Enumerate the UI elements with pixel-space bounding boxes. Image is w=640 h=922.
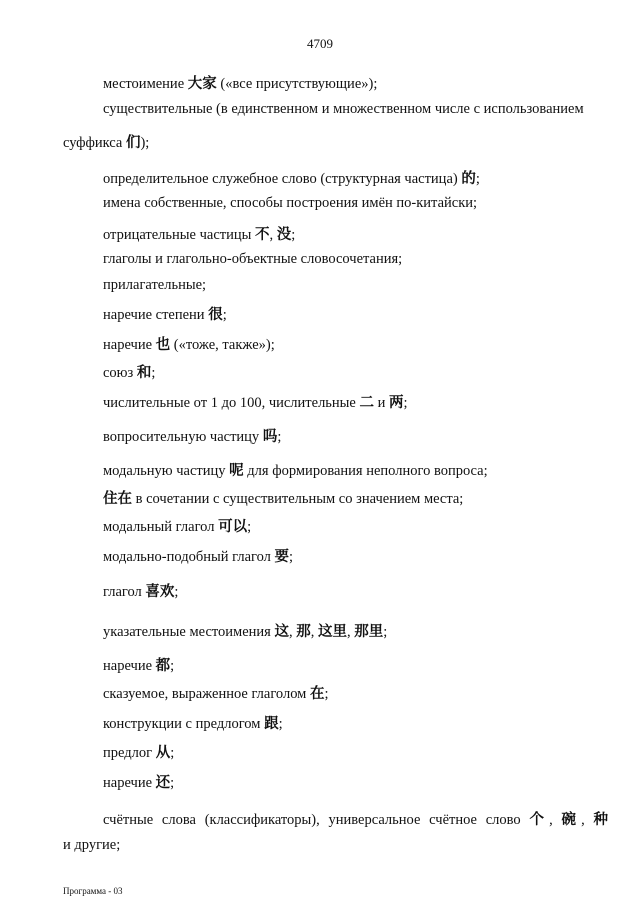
text: , bbox=[346, 624, 355, 640]
chinese-term: 两 bbox=[389, 395, 404, 411]
chinese-term: 和 bbox=[136, 365, 152, 381]
text: ; bbox=[222, 307, 227, 323]
text: предлог bbox=[103, 745, 156, 761]
list-item bbox=[103, 361, 155, 382]
text: сказуемое, выраженное глаголом bbox=[103, 686, 310, 702]
text: ; bbox=[170, 745, 175, 761]
list-item: имена собственные, способы построения имён по-китайски; bbox=[103, 195, 478, 211]
text: глагол bbox=[103, 584, 146, 600]
text: ; bbox=[278, 716, 283, 732]
text: ; bbox=[247, 519, 252, 535]
list-item bbox=[103, 72, 377, 93]
list-item bbox=[103, 459, 488, 480]
list-item bbox=[103, 303, 227, 324]
chinese-term: 没 bbox=[276, 227, 292, 243]
text: ; bbox=[174, 584, 179, 600]
text: наречие bbox=[103, 658, 156, 674]
text: («все присутствующие»); bbox=[216, 76, 378, 92]
text: суффикса bbox=[63, 135, 126, 151]
text: в сочетании с существительным со значением места; bbox=[132, 491, 464, 507]
text: вопросительную частицу bbox=[103, 429, 263, 445]
text: ; bbox=[289, 549, 294, 565]
text: и bbox=[373, 395, 389, 411]
text: ; bbox=[170, 775, 175, 791]
text: модальную частицу bbox=[103, 463, 230, 479]
text: ; bbox=[324, 686, 329, 702]
text: ; bbox=[291, 227, 296, 243]
text: , bbox=[549, 812, 562, 828]
list-item bbox=[103, 425, 281, 446]
text: определительное служебное слово (структурная частица) bbox=[103, 171, 462, 187]
chinese-term: 那 bbox=[296, 624, 311, 640]
chinese-term: 还 bbox=[155, 775, 171, 791]
chinese-term: 大家 bbox=[187, 76, 217, 92]
list-item: существительные (в единственном и множественном числе с использованием bbox=[103, 101, 584, 117]
text: ; bbox=[403, 395, 408, 411]
text: для формирования неполного вопроса; bbox=[243, 463, 488, 479]
list-item-continuation: и другие; bbox=[63, 837, 121, 853]
list-item bbox=[103, 333, 275, 354]
chinese-term: 碗 bbox=[561, 812, 582, 828]
text: , bbox=[288, 624, 297, 640]
chinese-term: 这里 bbox=[317, 624, 347, 640]
text: ; bbox=[170, 658, 175, 674]
chinese-term: 的 bbox=[461, 171, 476, 187]
chinese-term: 二 bbox=[359, 395, 374, 411]
text: ; bbox=[475, 171, 480, 187]
text: ; bbox=[151, 365, 156, 381]
page-number: 4709 bbox=[307, 36, 333, 51]
text: ); bbox=[140, 135, 150, 151]
list-item: прилагательные; bbox=[103, 277, 207, 293]
list-item bbox=[103, 771, 174, 792]
chinese-term: 跟 bbox=[264, 716, 279, 732]
chinese-term: 住在 bbox=[103, 491, 132, 507]
list-item: глаголы и глагольно-объектные словосочетания; bbox=[103, 251, 403, 267]
chinese-term: 那里 bbox=[354, 624, 384, 640]
list-item bbox=[103, 515, 251, 536]
text: союз bbox=[103, 365, 137, 381]
list-item bbox=[103, 741, 174, 762]
text: наречие bbox=[103, 775, 156, 791]
chinese-term: 这 bbox=[274, 624, 289, 640]
page-footer: Программа - 03 bbox=[63, 886, 123, 896]
text: конструкции с предлогом bbox=[103, 716, 265, 732]
chinese-term: 吗 bbox=[262, 429, 278, 445]
text: («тоже, также»); bbox=[170, 337, 275, 353]
list-item bbox=[103, 545, 293, 566]
chinese-term: 可以 bbox=[218, 519, 248, 535]
text: , bbox=[310, 624, 318, 640]
list-item-continuation bbox=[63, 131, 149, 152]
text: модально-подобный глагол bbox=[103, 549, 275, 565]
text: указательные местоимения bbox=[103, 624, 275, 640]
text: модальный глагол bbox=[103, 519, 219, 535]
text: отрицательные частицы bbox=[103, 227, 255, 243]
chinese-term: 不 bbox=[254, 227, 270, 243]
chinese-term: 也 bbox=[155, 337, 171, 353]
list-item bbox=[103, 223, 295, 244]
text: ; bbox=[277, 429, 282, 445]
chinese-term: 个 bbox=[529, 812, 550, 828]
text: наречие степени bbox=[103, 307, 209, 323]
chinese-term: 呢 bbox=[229, 463, 244, 479]
chinese-term: 都 bbox=[155, 658, 171, 674]
chinese-term: 要 bbox=[274, 549, 290, 565]
text: счётные слова (классификаторы), универсальное счётное слово bbox=[103, 812, 530, 828]
text: наречие bbox=[103, 337, 156, 353]
list-item bbox=[103, 487, 463, 508]
list-item bbox=[103, 808, 608, 829]
chinese-term: 从 bbox=[155, 745, 171, 761]
list-item bbox=[103, 580, 178, 601]
list-item bbox=[103, 654, 174, 675]
chinese-term: 喜欢 bbox=[145, 584, 175, 600]
text: , bbox=[581, 812, 594, 828]
chinese-term: 种 bbox=[593, 812, 608, 828]
list-item bbox=[103, 620, 387, 641]
list-item bbox=[103, 712, 283, 733]
text: , bbox=[269, 227, 277, 243]
chinese-term: 们 bbox=[125, 135, 141, 151]
list-item bbox=[103, 167, 480, 188]
text: ; bbox=[383, 624, 388, 640]
text: местоимение bbox=[103, 76, 188, 92]
chinese-term: 很 bbox=[208, 307, 223, 323]
list-item bbox=[103, 391, 408, 412]
text: числительные от 1 до 100, числительные bbox=[103, 395, 360, 411]
chinese-term: 在 bbox=[310, 686, 325, 702]
list-item bbox=[103, 682, 329, 703]
